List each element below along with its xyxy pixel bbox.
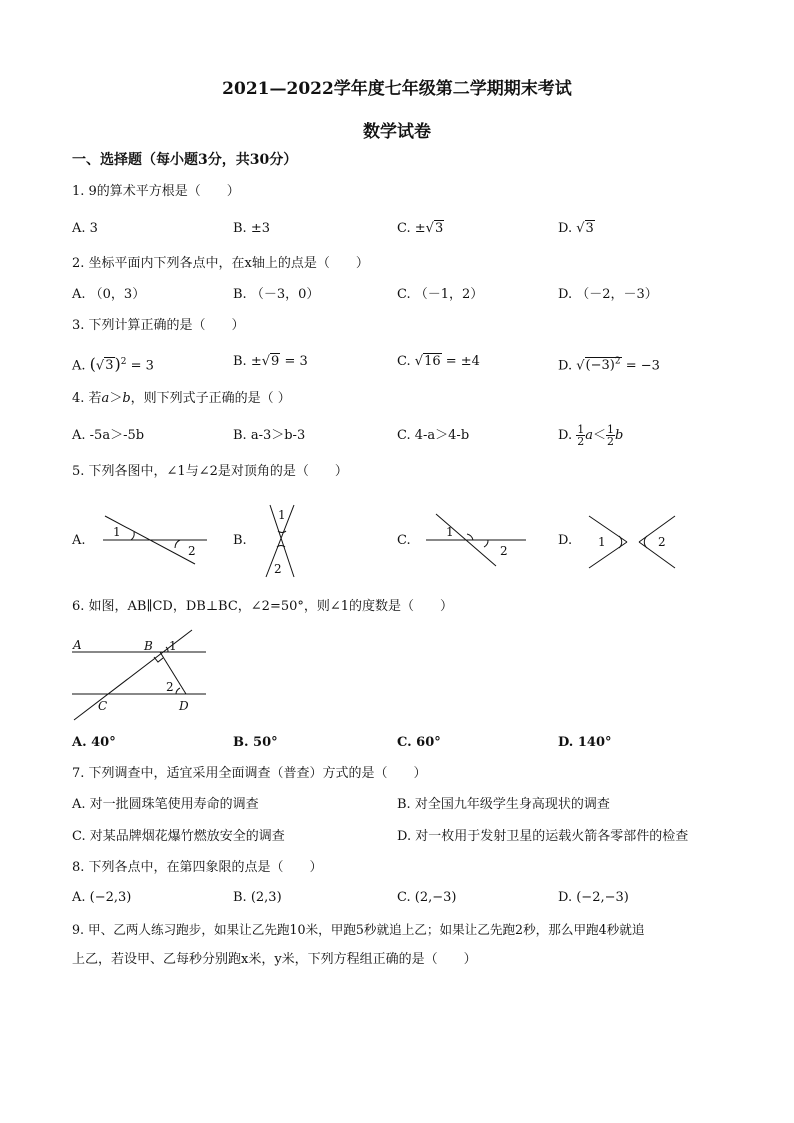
q3-a-rhs: = 3 (130, 358, 154, 374)
sqrt-icon: √ (414, 354, 424, 369)
q5-figure-a (95, 510, 215, 570)
sqrt-icon: √ (95, 358, 105, 374)
figure-line (639, 542, 675, 568)
paren-open-icon: ( (89, 354, 96, 374)
q4-stem-pre: 4. 若 (72, 391, 102, 406)
q2-option-b: B. （－3，0） (233, 287, 320, 302)
q3-b-sign: ± (250, 354, 262, 369)
q3-d-inner: (−3) (585, 358, 615, 374)
q8-option-a (72, 890, 131, 906)
angle-2-label: 2 (274, 562, 282, 576)
q5-figure-d (585, 512, 685, 572)
angle-2-label: 2 (500, 544, 508, 558)
question-7-stem: 7. 下列调查中，适宜采用全面调查（普查）方式的是（ ） (72, 766, 427, 781)
q7-option-b: B. 对全国九年级学生身高现状的调查 (397, 797, 610, 812)
q1-option-d (558, 221, 595, 237)
q3-option-a-label: A. (72, 358, 86, 374)
frac-num: 1 (607, 423, 615, 436)
q4-d-lt: ＜ (593, 428, 607, 443)
paren-close-icon: ) (114, 354, 121, 374)
q3-d-exponent: 2 (614, 357, 621, 367)
q3-d-radicand (585, 357, 622, 373)
q3-option-a (72, 354, 154, 374)
fraction-half (576, 424, 585, 447)
frac-den: 2 (577, 435, 585, 448)
q8-option-c (397, 890, 456, 906)
q8-option-a-point: (−2,3) (89, 890, 132, 905)
q8-option-b (233, 890, 282, 906)
section-heading: 一、选择题（每小题3分，共30分） (72, 152, 298, 168)
angle-1-label: 1 (278, 508, 286, 522)
q4-d-a: a (585, 428, 593, 443)
q6-option-a: A. 40° (72, 735, 116, 750)
question-9-line-2: 上乙，若设甲、乙每秒分别跑x米，y米，下列方程组正确的是（ ） (72, 952, 477, 967)
q2-option-a: A. （0，3） (72, 287, 146, 302)
q3-d-rhs: = −3 (625, 358, 660, 374)
q1-option-a: A. 3 (72, 221, 98, 236)
q7-option-c: C. 对某品牌烟花爆竹燃放安全的调查 (72, 829, 285, 844)
sqrt-icon: √ (576, 221, 585, 236)
point-a-label: A (73, 638, 82, 652)
q8-option-d-label: D. (558, 890, 573, 905)
q3-option-b-label: B. (233, 354, 247, 369)
q1-option-d-radicand: 3 (585, 221, 594, 236)
q3-c-rhs: = ±4 (445, 354, 480, 369)
angle-1-label: 1 (113, 525, 121, 539)
q7-option-a: A. 对一批圆珠笔使用寿命的调查 (72, 797, 259, 812)
sqrt-icon: √ (425, 221, 434, 236)
question-8-stem: 8. 下列各点中，在第四象限的点是（ ） (72, 860, 323, 875)
q8-option-b-point: (2,3) (250, 890, 282, 905)
question-3-stem: 3. 下列计算正确的是（ ） (72, 318, 245, 333)
q5-option-b-label: B. (233, 533, 247, 548)
q1-option-b-value: ±3 (250, 221, 270, 236)
q4-stem-gt: ＞ (109, 391, 123, 406)
q1-option-c-label: C. (397, 221, 411, 236)
sqrt-icon: √ (576, 358, 585, 374)
angle-2-label: 2 (658, 535, 666, 549)
q5-option-c-label: C. (397, 533, 411, 548)
q6-option-d: D. 140° (558, 735, 612, 750)
q4-stem-post: ，则下列式子正确的是（ ） (130, 391, 291, 406)
sqrt-icon: √ (261, 354, 271, 369)
q3-option-c (397, 354, 480, 370)
q1-option-c-sign: ± (414, 221, 426, 236)
q8-option-d (558, 890, 629, 906)
q3-a-exponent: 2 (120, 357, 127, 367)
q1-option-c (397, 221, 444, 237)
q1-option-b (233, 221, 270, 237)
question-6-stem: 6. 如图，AB∥CD，DB⊥BC，∠2=50°，则∠1的度数是（ ） (72, 599, 454, 614)
q3-b-radicand: 9 (271, 354, 280, 369)
q3-option-d (558, 354, 660, 374)
q8-option-b-label: B. (233, 890, 247, 905)
q4-option-a: A. -5a＞-5b (72, 428, 145, 443)
point-b-label: B (144, 639, 153, 653)
q8-option-d-point: (−2,−3) (576, 890, 629, 905)
frac-num: 1 (577, 423, 585, 436)
q5-figure-c (422, 510, 532, 570)
q2-option-c: C. （－1，2） (397, 287, 484, 302)
point-c-label: C (98, 699, 108, 713)
q8-option-c-label: C. (397, 890, 411, 905)
page-subtitle: 数学试卷 (363, 122, 431, 142)
q4-option-b: B. a-3＞b-3 (233, 428, 306, 443)
figure-line (639, 516, 675, 542)
angle-arc (484, 540, 488, 547)
q1-option-d-label: D. (558, 221, 573, 236)
frac-den: 2 (607, 435, 615, 448)
angle-arc (176, 688, 180, 694)
q3-option-b (233, 354, 308, 370)
q3-a-radicand: 3 (105, 358, 114, 374)
question-5-stem: 5. 下列各图中，∠1与∠2是对顶角的是（ ） (72, 464, 348, 479)
q4-option-d (558, 421, 623, 451)
question-2-stem: 2. 坐标平面内下列各点中，在x轴上的点是（ ） (72, 256, 369, 271)
angle-arc (175, 540, 180, 548)
q4-option-c: C. 4-a＞4-b (397, 428, 470, 443)
angle-1-label: 1 (169, 639, 177, 653)
angle-arc (467, 534, 473, 540)
angle-2-label: 2 (166, 680, 174, 694)
angle-2-label: 2 (188, 544, 196, 558)
q5-option-d-label: D. (558, 533, 573, 548)
q6-option-b: B. 50° (233, 735, 278, 750)
q1-option-b-label: B. (233, 221, 247, 236)
question-9-line-1: 9. 甲、乙两人练习跑步，如果让乙先跑10米，甲跑5秒就追上乙；如果让乙先跑2秒，那么甲跑4秒就追 (72, 922, 645, 937)
angle-1-label: 1 (598, 535, 606, 549)
q6-option-c: C. 60° (397, 735, 441, 750)
page-title: 2021—2022学年度七年级第二学期期末考试 (222, 79, 572, 99)
question-4-stem (72, 391, 291, 407)
q4-option-d-label: D. (558, 428, 573, 443)
q3-b-rhs: = 3 (284, 354, 308, 369)
q5-option-a-label: A. (72, 533, 86, 548)
q4-stem-a: a (101, 391, 110, 406)
question-1-stem: 1. 9的算术平方根是（ ） (72, 184, 240, 199)
q8-option-a-label: A. (72, 890, 86, 905)
q3-option-d-label: D. (558, 358, 573, 374)
q8-option-c-point: (2,−3) (414, 890, 457, 905)
angle-arc (131, 532, 134, 540)
q4-stem-b: b (122, 391, 131, 406)
q1-option-c-radicand: 3 (434, 221, 444, 236)
q3-c-radicand: 16 (424, 354, 441, 369)
q5-figure-b (258, 503, 308, 579)
q4-d-b: b (615, 428, 624, 443)
fraction-half (606, 424, 615, 447)
q3-option-c-label: C. (397, 354, 411, 369)
q7-option-d: D. 对一枚用于发射卫星的运载火箭各零部件的检查 (397, 829, 689, 844)
point-d-label: D (179, 699, 189, 713)
q2-option-d: D. （－2，－3） (558, 287, 658, 302)
angle-1-label: 1 (446, 525, 454, 539)
q6-figure (72, 630, 212, 725)
